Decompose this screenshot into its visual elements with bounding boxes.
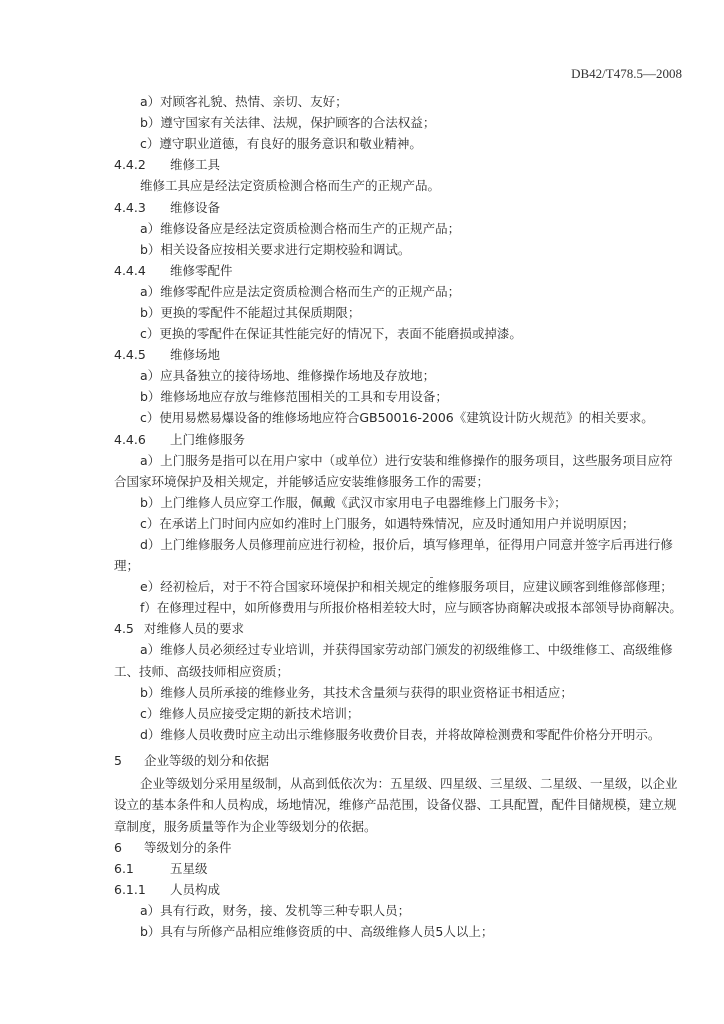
text-line: b）上门维修人员应穿工作服，佩戴《武汉市家用电子电器维修上门服务卡》； [140,494,567,510]
text-line: c）更换的零配件在保证其性能完好的情况下，表面不能磨损或掉漆。 [140,326,522,341]
text-line: 维修工具应是经法定资质检测合格而生产的正规产品。 [140,178,441,194]
clause-heading [114,432,245,448]
text-line: a）对顾客礼貌、热情、亲切、友好； [140,94,348,109]
clause-title: 维修场地 [170,347,221,363]
text-line: b）相关设备应按相关要求进行定期校验和调试。 [140,241,411,257]
clause-number: 4.4.6 [114,431,146,447]
text-line: 企业等级划分采用星级制，从高到低依次为：五星级、四星级、三星级、二星级、一星级，以企业 [140,776,678,792]
section-heading [114,753,269,769]
clause-number: 4.4.2 [114,157,146,173]
clause-heading [114,347,220,363]
text-line: c）在承诺上门时间内应如约准时上门服务，如遇特殊情况，应及时通知用户并说明原因； [140,515,635,531]
clause-number: 4.4.3 [114,199,146,215]
text-line: d）维修人员收费时应主动出示维修服务收费价目表，并将故障检测费和零配件价格分开明示。 [140,726,661,742]
clause-number: 6.1 [114,860,134,876]
clause-heading [114,861,208,877]
text-line: a）应具备独立的接待场地、维修操作场地及存放地； [140,368,436,384]
text-line: d）上门维修服务人员修理前应进行初检，报价后，填写修理单，征得用户同意并签字后再进行修 [140,537,673,552]
clause-heading [114,621,244,637]
clause-title: 五星级 [170,860,208,876]
section-number: 5 [114,753,122,769]
text-line: 合国家环境保护及相关规定，并能够适应安装维修服务工作的需要； [114,473,490,489]
clause-title: 维修零配件 [170,262,233,278]
text-line: b）具有与所修产品相应维修资质的中、高级维修人员5人以上； [140,924,494,939]
text-line: b）遵守国家有关法律、法规，保护顾客的合法权益； [140,115,436,131]
stray-mark [430,577,433,578]
text-line: 设立的基本条件和人员构成，场地情况，维修产品范围，设备仪器、工具配置，配件目储规模，建立规 [114,797,677,813]
text-line: 理； [114,558,140,574]
clause-number: 6.1.1 [114,881,146,897]
text-line: b）更换的零配件不能超过其保质期限； [140,304,361,320]
text-line: a）上门服务是指可以在用户家中（或单位）进行安装和维修操作的服务项目，这些服务项目应符 [140,452,673,468]
clause-title: 维修工具 [170,157,221,173]
clause-title: 上门维修服务 [170,431,246,447]
clause-title: 维修设备 [170,199,221,215]
clause-number: 4.5 [114,621,134,637]
text-line: c）维修人员应接受定期的新技术培训； [140,705,360,721]
text-line: f）在修理过程中，如所修费用与所报价格相差较大时，应与顾客协商解决或报本部领导协商解决。 [140,600,682,616]
clause-title: 对维修人员的要求 [144,621,245,637]
clause-heading [114,200,220,216]
clause-title: 人员构成 [170,881,221,897]
text-line: a）维修人员必须经过专业培训，并获得国家劳动部门颁发的初级维修工、中级维修工、高级维修 [140,642,673,658]
text-line: e）经初检后，对于不符合国家环境保护和相关规定的维修服务项目，应建议顾客到维修部修理； [140,579,673,595]
standard-code: DB42/T478.5—2008 [571,66,682,81]
clause-number: 4.4.4 [114,262,146,278]
text-line: a）维修零配件应是法定资质检测合格而生产的正规产品； [140,283,461,299]
clause-number: 4.4.5 [114,347,146,363]
section-heading [114,840,232,856]
clause-heading [114,157,220,173]
section-number: 6 [114,839,122,855]
text-line: 工、技师、高级技师相应资质； [114,663,290,679]
text-line: 章制度，服务质量等作为企业等级划分的依据。 [114,818,377,834]
text-line: b）维修场地应存放与维修范围相关的工具和专用设备； [140,389,448,405]
text-line: c）遵守职业道德，有良好的服务意识和敬业精神。 [140,136,422,152]
clause-heading [114,882,220,898]
text-line: a）具有行政，财务，接、发机等三种专职人员； [140,902,411,918]
section-title: 企业等级的划分和依据 [144,753,270,769]
clause-heading [114,263,233,279]
text-line: c）使用易燃易爆设备的维修场地应符合GB50016-2006《建筑设计防火规范》的相关要求。 [140,410,654,426]
section-title: 等级划分的条件 [144,839,232,855]
text-line: b）维修人员所承接的维修业务，其技术含量须与获得的职业资格证书相适应； [140,684,573,700]
text-line: a）维修设备应是经法定资质检测合格而生产的正规产品； [140,220,461,236]
